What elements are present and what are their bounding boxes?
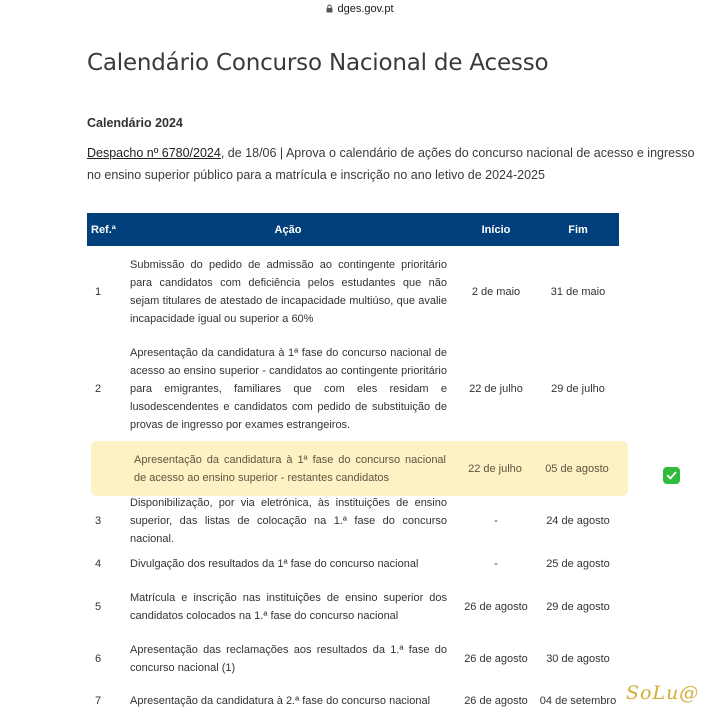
page-title: Calendário Concurso Nacional de Acesso (87, 50, 549, 76)
header-ref: Ref.ª (91, 223, 116, 236)
row-inicio: 26 de agosto (464, 601, 528, 613)
row-acao: Apresentação das reclamações aos resultados da 1.ª fase do concurso nacional (1) (130, 644, 447, 674)
row-ref: 4 (95, 558, 102, 570)
table-row-highlighted (91, 441, 628, 496)
table-row (87, 639, 619, 679)
intro-paragraph (87, 142, 697, 186)
row-acao: Divulgação dos resultados da 1ª fase do concurso nacional (130, 558, 419, 570)
table-header (87, 213, 619, 246)
row-acao: Apresentação da candidatura à 1ª fase do concurso nacional de acesso ao ensino superior - candidatos ao contingente prioritário para emigrantes, familiares que com eles residam e lusodescendentes e candidatos com pedido de substituição de provas de ingresso por exames estrangeiros. (130, 347, 447, 431)
table-row (87, 587, 619, 627)
checkmark-icon (663, 467, 680, 484)
row-acao: Matrícula e inscrição nas instituições de ensino superior dos candidatos colocados na 1.ª fase do concurso nacional (130, 592, 447, 622)
row-fim: 29 de agosto (546, 601, 610, 613)
table-row (87, 341, 619, 437)
table-row (87, 690, 619, 712)
row-fim: 31 de maio (550, 286, 606, 298)
row-acao: Apresentação da candidatura à 2.ª fase do concurso nacional (130, 695, 431, 707)
row-inicio: 22 de julho (468, 462, 522, 475)
row-ref: 2 (95, 383, 102, 395)
table-row (87, 552, 619, 576)
row-ref: 5 (95, 601, 102, 613)
row-ref: 7 (95, 695, 102, 707)
row-fim: 24 de agosto (546, 515, 610, 527)
table-row (87, 251, 619, 333)
row-fim: 25 de agosto (546, 558, 610, 570)
lock-icon (326, 4, 333, 13)
signature-watermark: SoLu@ (626, 682, 700, 704)
table-row (87, 497, 619, 545)
row-inicio: 22 de julho (469, 383, 523, 395)
row-inicio: 26 de agosto (464, 653, 528, 665)
calendar-subheading: Calendário 2024 (87, 116, 183, 130)
row-fim: 30 de agosto (546, 653, 610, 665)
row-ref: 3 (95, 515, 102, 527)
header-acao: Ação (274, 223, 302, 236)
row-acao: Apresentação da candidatura à 1ª fase do concurso nacional de acesso ao ensino superior - restantes candidatos (134, 453, 446, 484)
address-bar[interactable] (0, 0, 720, 17)
row-ref: 6 (95, 653, 102, 665)
calendar-table (87, 213, 619, 707)
header-fim: Fim (568, 223, 588, 236)
row-inicio: - (494, 515, 498, 527)
url-text: dges.gov.pt (337, 2, 394, 15)
row-acao: Disponibilização, por via eletrónica, às instituições de ensino superior, das listas de colocação na 1.ª fase do concurso nacional. (130, 497, 447, 545)
despacho-link[interactable]: Despacho nº 6780/2024 (87, 146, 221, 160)
row-fim: 29 de julho (551, 383, 605, 395)
header-inicio: Início (481, 223, 511, 236)
row-inicio: - (494, 558, 498, 570)
row-acao: Submissão do pedido de admissão ao contingente prioritário para candidatos com deficiência pelos estudantes que não sejam titulares de atestado de incapacidade multiúso, que avalie incapacidade igual ou superior a 60% (130, 259, 447, 325)
row-fim: 04 de setembro (539, 695, 617, 707)
row-inicio: 26 de agosto (464, 695, 528, 707)
row-inicio: 2 de maio (471, 286, 521, 298)
intro-text: , de 18/06 | Aprova o calendário de ações do concurso nacional de acesso e ingresso no ensino superior público para a matrícula e inscrição no ano letivo de 2024-2025 (87, 146, 695, 182)
row-ref: 1 (95, 286, 102, 298)
row-fim: 05 de agosto (545, 462, 609, 475)
